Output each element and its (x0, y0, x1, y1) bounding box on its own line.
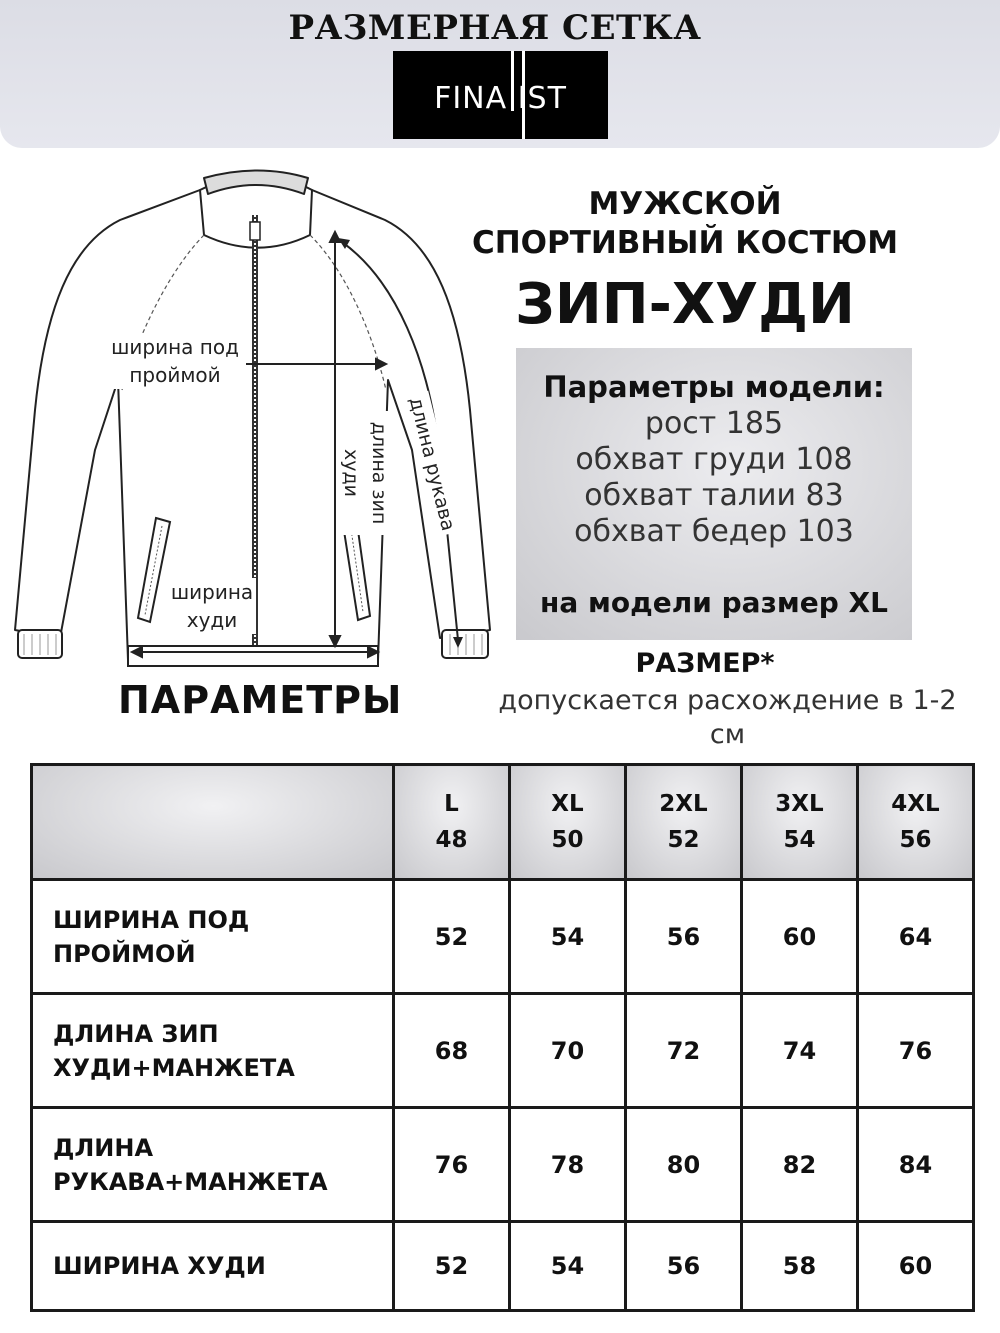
table-row (32, 1108, 974, 1222)
table-cell: 76 (858, 994, 974, 1108)
table-cell: 72 (626, 994, 742, 1108)
row-label-line: ШИРИНА ПОД (53, 905, 250, 934)
section-title-parameters: ПАРАМЕТРЫ (118, 678, 403, 722)
table-cell: 60 (858, 1222, 974, 1311)
model-heading: Параметры модели: (543, 370, 885, 404)
table-cell: 54 (510, 1222, 626, 1311)
table-row (32, 1222, 974, 1311)
product-type-line-1: МУЖСКОЙ (588, 186, 782, 222)
size-number: 54 (783, 827, 816, 853)
size-number: 56 (899, 827, 932, 853)
model-hips: обхват бедер 103 (574, 514, 854, 549)
size-column-header (394, 765, 510, 880)
size-column-header (510, 765, 626, 880)
label-chest-width: ширина под проймой (104, 333, 246, 389)
table-cell: 52 (394, 1222, 510, 1311)
table-cell: 56 (626, 880, 742, 994)
size-column-header (626, 765, 742, 880)
model-parameters-panel (516, 348, 912, 640)
table-cell: 82 (742, 1108, 858, 1222)
size-letter: 3XL (775, 791, 824, 817)
header-empty-cell (32, 765, 394, 880)
table-cell: 64 (858, 880, 974, 994)
model-size-worn: на модели размер XL (540, 586, 888, 619)
size-letter: 4XL (891, 791, 940, 817)
row-label (32, 994, 394, 1108)
row-label (32, 880, 394, 994)
size-table (30, 763, 975, 1312)
product-name: ЗИП-ХУДИ (515, 272, 855, 337)
model-waist: обхват талии 83 (584, 478, 844, 513)
jacket-diagram (0, 160, 510, 680)
label-sleeve-length: длина рукава (401, 391, 463, 537)
row-label-line: ПРОЙМОЙ (53, 939, 196, 968)
table-cell: 58 (742, 1222, 858, 1311)
row-label (32, 1108, 394, 1222)
table-cell: 52 (394, 880, 510, 994)
table-cell: 78 (510, 1108, 626, 1222)
brand-logo (393, 51, 608, 139)
brand-name: FINA IST (434, 81, 567, 116)
table-cell: 80 (626, 1108, 742, 1222)
size-number: 52 (667, 827, 700, 853)
size-number: 50 (551, 827, 584, 853)
size-title: РАЗМЕР* (635, 648, 775, 679)
label-zip-length: длина зип худи (337, 411, 393, 535)
row-label-line: ДЛИНА ЗИП (53, 1019, 219, 1048)
table-cell: 76 (394, 1108, 510, 1222)
table-cell: 60 (742, 880, 858, 994)
row-label-line: ШИРИНА ХУДИ (53, 1252, 266, 1280)
size-letter: L (444, 791, 459, 817)
table-row (32, 880, 974, 994)
row-label-line: ДЛИНА (53, 1133, 154, 1162)
table-cell: 84 (858, 1108, 974, 1222)
product-type (440, 185, 930, 263)
table-cell: 68 (394, 994, 510, 1108)
model-chest: обхват груди 108 (575, 442, 853, 477)
size-table-header-row (32, 765, 974, 880)
size-letter: 2XL (659, 791, 708, 817)
size-number: 48 (435, 827, 468, 853)
label-hoodie-width: ширина худи (168, 578, 256, 634)
size-column-header (858, 765, 974, 880)
table-cell: 56 (626, 1222, 742, 1311)
row-label-line: РУКАВА+МАНЖЕТА (53, 1167, 328, 1196)
table-cell: 54 (510, 880, 626, 994)
model-height: рост 185 (644, 406, 784, 441)
table-cell: 70 (510, 994, 626, 1108)
page-title: РАЗМЕРНАЯ СЕТКА (288, 8, 702, 48)
size-column-header (742, 765, 858, 880)
row-label-line: ХУДИ+МАНЖЕТА (53, 1053, 295, 1082)
size-note: допускается расхождение в 1-2 см (498, 685, 957, 750)
table-cell: 74 (742, 994, 858, 1108)
table-row (32, 994, 974, 1108)
row-label (32, 1222, 394, 1311)
product-type-line-2: СПОРТИВНЫЙ КОСТЮМ (471, 225, 899, 261)
size-letter: XL (551, 791, 584, 817)
